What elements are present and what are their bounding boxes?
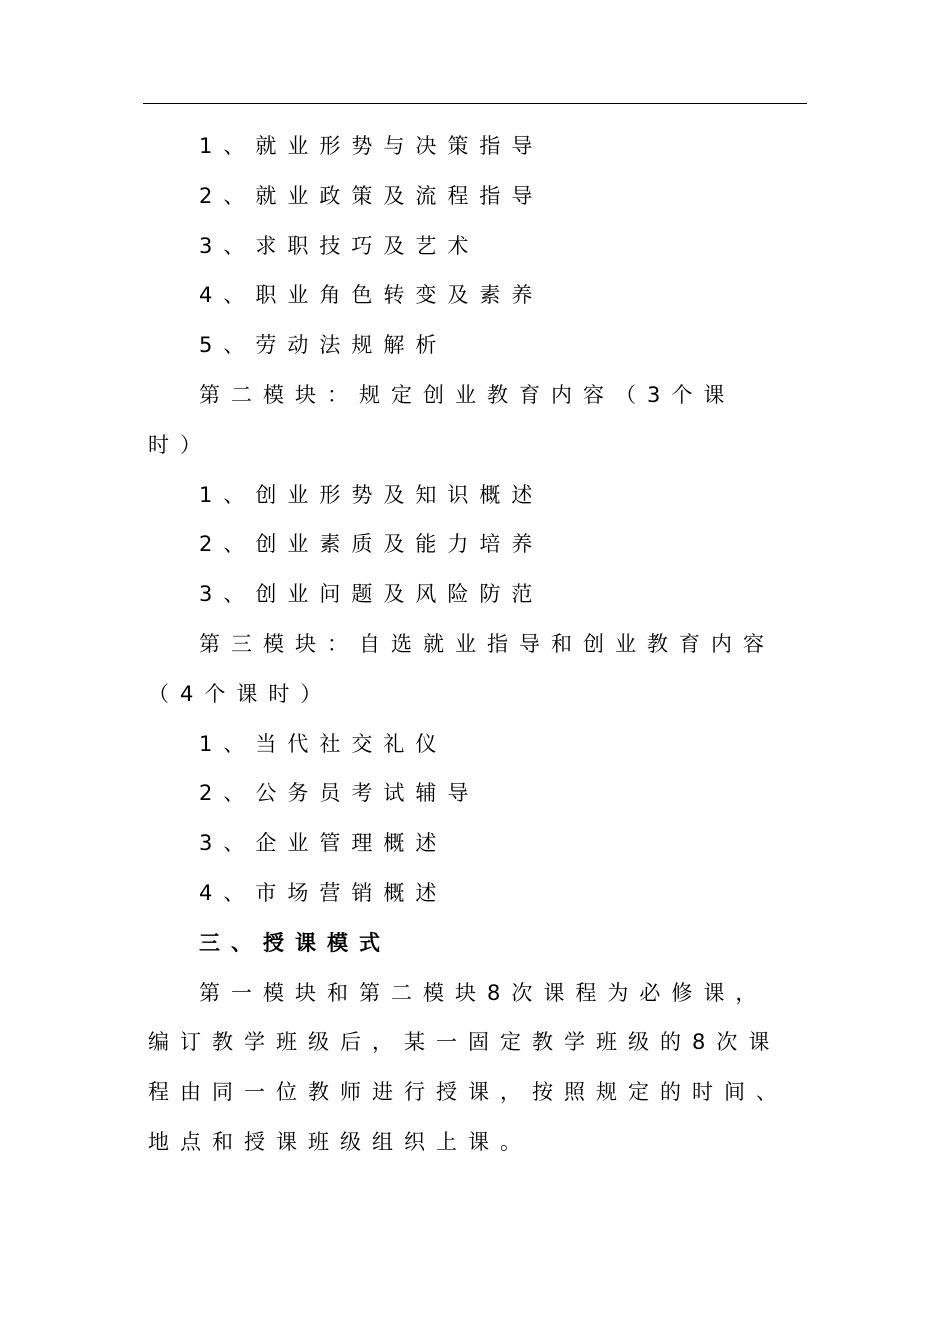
document-body [148,122,808,1168]
paragraph-line: 程由同一位教师进行授课，按照规定的时间、 [148,1080,788,1105]
list-item: 5、劳动法规解析 [199,333,448,358]
list-item: 2、就业政策及流程指导 [199,183,544,208]
paragraph-line: 地点和授课班级组织上课。 [148,1129,532,1154]
paragraph-line: 编订教学班级后，某一固定教学班级的8次课 [148,1030,781,1055]
list-item: 2、创业素质及能力培养 [199,532,544,557]
paragraph-line: 第一模块和第二模块8次课程为必修课， [199,980,768,1005]
list-item: 4、市场营销概述 [199,880,448,905]
list-item: 3、企业管理概述 [199,831,448,856]
module2-heading-continued: 时） [148,432,212,457]
list-item: 1、就业形势与决策指导 [199,134,544,158]
module3-heading: 第三模块：自选就业指导和创业教育内容 [199,631,775,656]
list-item: 1、创业形势及知识概述 [199,482,544,507]
module3-heading-continued: （4个课时） [148,681,333,706]
list-item: 2、公务员考试辅导 [199,781,480,806]
list-item: 4、职业角色转变及素养 [199,283,544,308]
list-item: 1、当代社交礼仪 [199,731,448,756]
list-item: 3、创业问题及风险防范 [199,582,544,607]
section-title: 三、授课模式 [199,930,391,955]
list-item: 3、求职技巧及艺术 [199,233,480,258]
module2-heading: 第二模块：规定创业教育内容（3个课 [199,382,736,407]
header-rule [143,103,807,104]
